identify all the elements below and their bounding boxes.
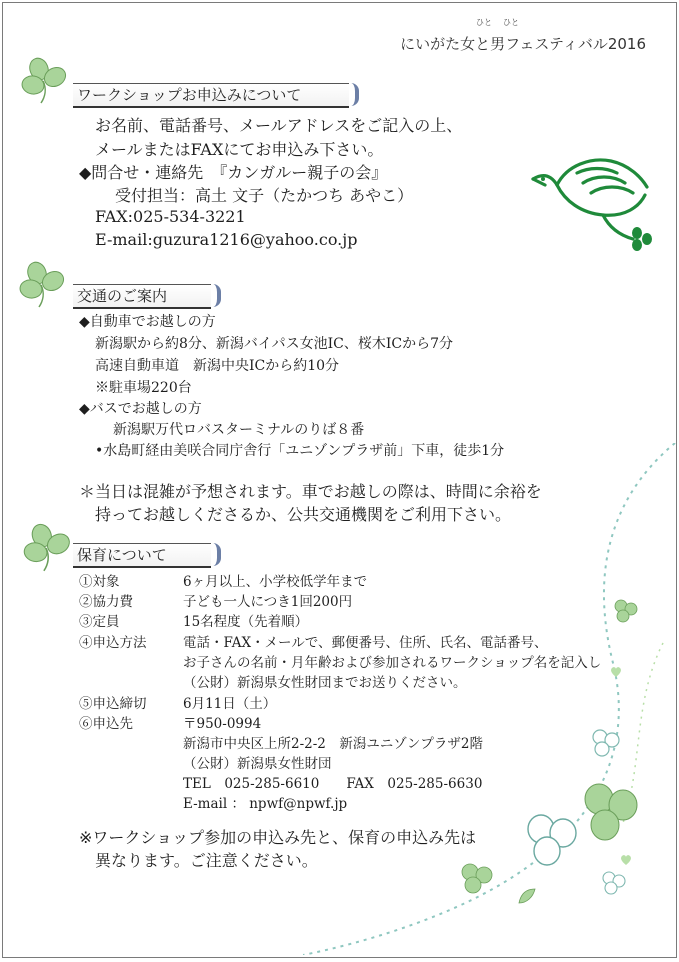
access-bus-line-2: •水島町経由美咲合同庁舎行「ユニゾンプラザ前」下車，徒歩1分 [95, 443, 505, 459]
dove-logo-icon [529, 155, 657, 251]
ruby-hito-1: ひと [476, 18, 492, 27]
clover-outline-large-icon [519, 811, 585, 871]
access-parking: ※駐車場220台 [95, 380, 192, 396]
clover-large-icon [575, 781, 647, 847]
workshop-heading-text: ワークショップお申込みについて [77, 86, 302, 104]
ruby-hito-2: ひと [503, 18, 519, 27]
childcare-value-email: E-mail ： npwf@npwf.jp [183, 796, 348, 812]
leaf-icon [517, 887, 537, 905]
clover-icon [17, 55, 71, 105]
childcare-value-fee: 子ども一人につき1回200円 [183, 594, 353, 610]
access-bus-heading: ◆バスでお越しの方 [79, 401, 202, 417]
festival-title: にいがた女と男フェスティバル2016 [400, 35, 646, 53]
clover-outline-icon [589, 727, 623, 759]
heart-icon [609, 665, 623, 679]
childcare-label-capacity: ③定員 [79, 614, 120, 630]
access-car-line-2: 高速自動車道 新潟中央ICから約10分 [95, 358, 340, 374]
childcare-heading-text: 保育について [77, 546, 167, 564]
workshop-line-2: メールまたはFAXにてお申込み下さい。 [95, 140, 384, 159]
clover-outline-icon [599, 869, 629, 897]
access-note-line-2: 持ってお越しくださるか、公共交通機関をご利用下さい。 [95, 505, 512, 524]
childcare-label-target: ①対象 [79, 574, 120, 590]
childcare-note-line-1: ※ワークショップ参加の申込み先と、保育の申込み先は [79, 828, 477, 847]
childcare-heading [73, 543, 211, 568]
contact-fax: FAX:025-534-3221 [95, 207, 246, 226]
access-heading-text: 交通のご案内 [77, 287, 168, 305]
heart-icon [619, 853, 633, 867]
childcare-label-fee: ②協力費 [79, 594, 133, 610]
flyer-page [2, 2, 677, 958]
clover-icon [19, 521, 75, 573]
childcare-value-postal: 〒950-0994 [183, 716, 262, 732]
childcare-value-deadline: 6月11日（土） [183, 696, 277, 712]
childcare-value-org: （公財）新潟県女性財団 [183, 756, 332, 772]
clover-icon [15, 259, 69, 309]
workshop-line-1: お名前、電話番号、メールアドレスをご記入の上、 [95, 116, 463, 135]
childcare-value-method-2: お子さんの名前・月年齢および参加されるワークショップ名を記入し [183, 655, 602, 671]
contact-person: 受付担当：高土 文子（たかつち あやこ） [115, 186, 414, 205]
contact-heading: ◆問合せ・連絡先 『カンガルー親子の会』 [79, 163, 388, 182]
access-car-heading: ◆自動車でお越しの方 [79, 314, 216, 330]
clover-icon [457, 861, 497, 895]
childcare-value-capacity: 15名程度（先着順） [183, 614, 309, 630]
childcare-value-target: 6ヶ月以上、小学校低学年まで [183, 574, 368, 590]
childcare-value-method-1: 電話・FAX・メールで、郵便番号、住所、氏名、電話番号、 [183, 635, 548, 651]
access-heading [73, 284, 211, 309]
childcare-label-method: ④申込方法 [79, 635, 147, 651]
access-car-line-1: 新潟駅から約8分、新潟バイパス女池IC、桜木ICから7分 [95, 336, 454, 352]
access-note-line-1: ＊当日は混雑が予想されます。車でお越しの際は、時間に余裕を [79, 482, 542, 501]
contact-email: E-mail:guzura1216@yahoo.co.jp [95, 230, 358, 249]
access-bus-line-1: 新潟駅万代ロバスターミナルのりば８番 [113, 422, 365, 438]
childcare-value-method-3: （公財）新潟県女性財団までお送りください。 [183, 675, 467, 691]
childcare-label-deadline: ⑤申込締切 [79, 696, 147, 712]
childcare-label-apply-to: ⑥申込先 [79, 716, 133, 732]
childcare-value-tel-fax: TEL 025-285-6610 FAX 025-285-6630 [183, 776, 483, 792]
workshop-heading [73, 83, 349, 108]
clover-icon [611, 597, 641, 625]
childcare-value-address: 新潟市中央区上所2-2-2 新潟ユニゾンプラザ2階 [183, 736, 483, 752]
childcare-note-line-2: 異なります。ご注意ください。 [95, 851, 318, 870]
